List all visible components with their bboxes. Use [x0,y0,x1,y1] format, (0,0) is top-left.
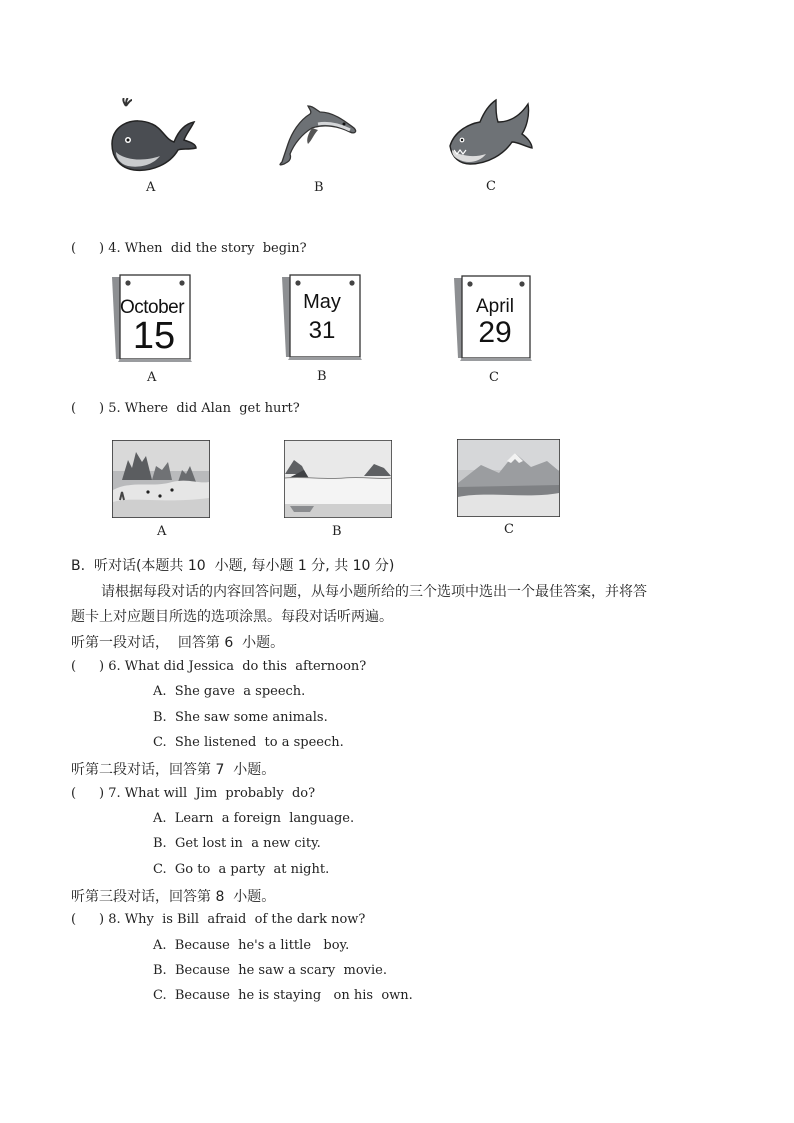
choice-b: B. Get lost in a new city. [153,836,321,851]
calendar-day: 15 [132,315,176,357]
calendar-option-b [280,273,364,361]
paren-close: ) [99,786,105,801]
answer-blank[interactable]: ( [71,401,77,416]
option-label-a: A [147,370,157,385]
calendar-day: 31 [308,317,336,344]
desert-scene-icon [112,440,210,518]
snowy-mountain-scene-icon [457,439,560,517]
choice-c: C. Because he is staying on his own. [153,988,413,1003]
option-label-c: C [486,179,496,194]
answer-blank[interactable]: ( [71,241,77,256]
choice-a: A. She gave a speech. [153,684,306,699]
shark-option [446,98,536,172]
section-b-instruction: 请根据每段对话的内容回答问题，从每小题所给的三个选项中选出一个最佳答案，并将答 [101,584,647,600]
question-8 [71,912,365,927]
question-6 [71,659,366,674]
calendar-option-c [452,274,534,362]
calendar-day: 29 [478,316,512,349]
paren-close: ) [99,659,105,674]
question-5 [71,401,300,416]
calendar-month: May [303,291,341,313]
choice-b: B. She saw some animals. [153,710,328,725]
scene-option-a [112,440,210,518]
question-text: 7. What will Jim probably do? [108,786,316,801]
dolphin-icon [278,104,360,168]
whale-option [104,98,200,178]
paren-close: ) [99,241,105,256]
option-label-a: A [157,524,167,539]
question-text: 5. Where did Alan get hurt? [108,401,300,416]
dialogue-intro: 听第三段对话，回答第 8 小题。 [71,889,276,905]
option-label-c: C [504,522,514,537]
answer-blank[interactable]: ( [71,912,77,927]
choice-b: B. Because he saw a scary movie. [153,963,387,978]
dialogue-intro: 听第一段对话， 回答第 6 小题。 [71,635,285,651]
choice-a: A. Learn a foreign language. [153,811,355,826]
dialogue-intro: 听第二段对话，回答第 7 小题。 [71,762,276,778]
question-7 [71,786,315,801]
option-label-c: C [489,370,499,385]
shark-icon [446,98,536,172]
option-label-b: B [332,524,342,539]
question-text: 6. What did Jessica do this afternoon? [108,659,367,674]
option-label-a: A [146,180,156,195]
calendar-option-a [110,273,194,363]
dolphin-option [278,104,360,168]
paren-close: ) [99,401,105,416]
question-text: 4. When did the story begin? [108,241,307,256]
whale-icon [104,98,200,178]
option-label-b: B [314,180,324,195]
section-b-instruction-cont: 题卡上对应题目所选的选项涂黑。每段对话听两遍。 [71,609,393,625]
calendar-month: April [475,296,514,317]
section-b-heading: B. 听对话(本题共 10 小题, 每小题 1 分, 共 10 分) [71,558,395,574]
choice-c: C. Go to a party at night. [153,862,330,877]
calendar-month: October [119,297,185,318]
paren-close: ) [99,912,105,927]
scene-option-c [457,439,560,517]
question-4 [71,241,307,256]
scene-option-b [284,440,392,518]
lake-scene-icon [284,440,392,518]
choice-a: A. Because he's a little boy. [153,938,350,953]
question-text: 8. Why is Bill afraid of the dark now? [108,912,366,927]
option-label-b: B [317,369,327,384]
answer-blank[interactable]: ( [71,659,77,674]
answer-blank[interactable]: ( [71,786,77,801]
choice-c: C. She listened to a speech. [153,735,344,750]
